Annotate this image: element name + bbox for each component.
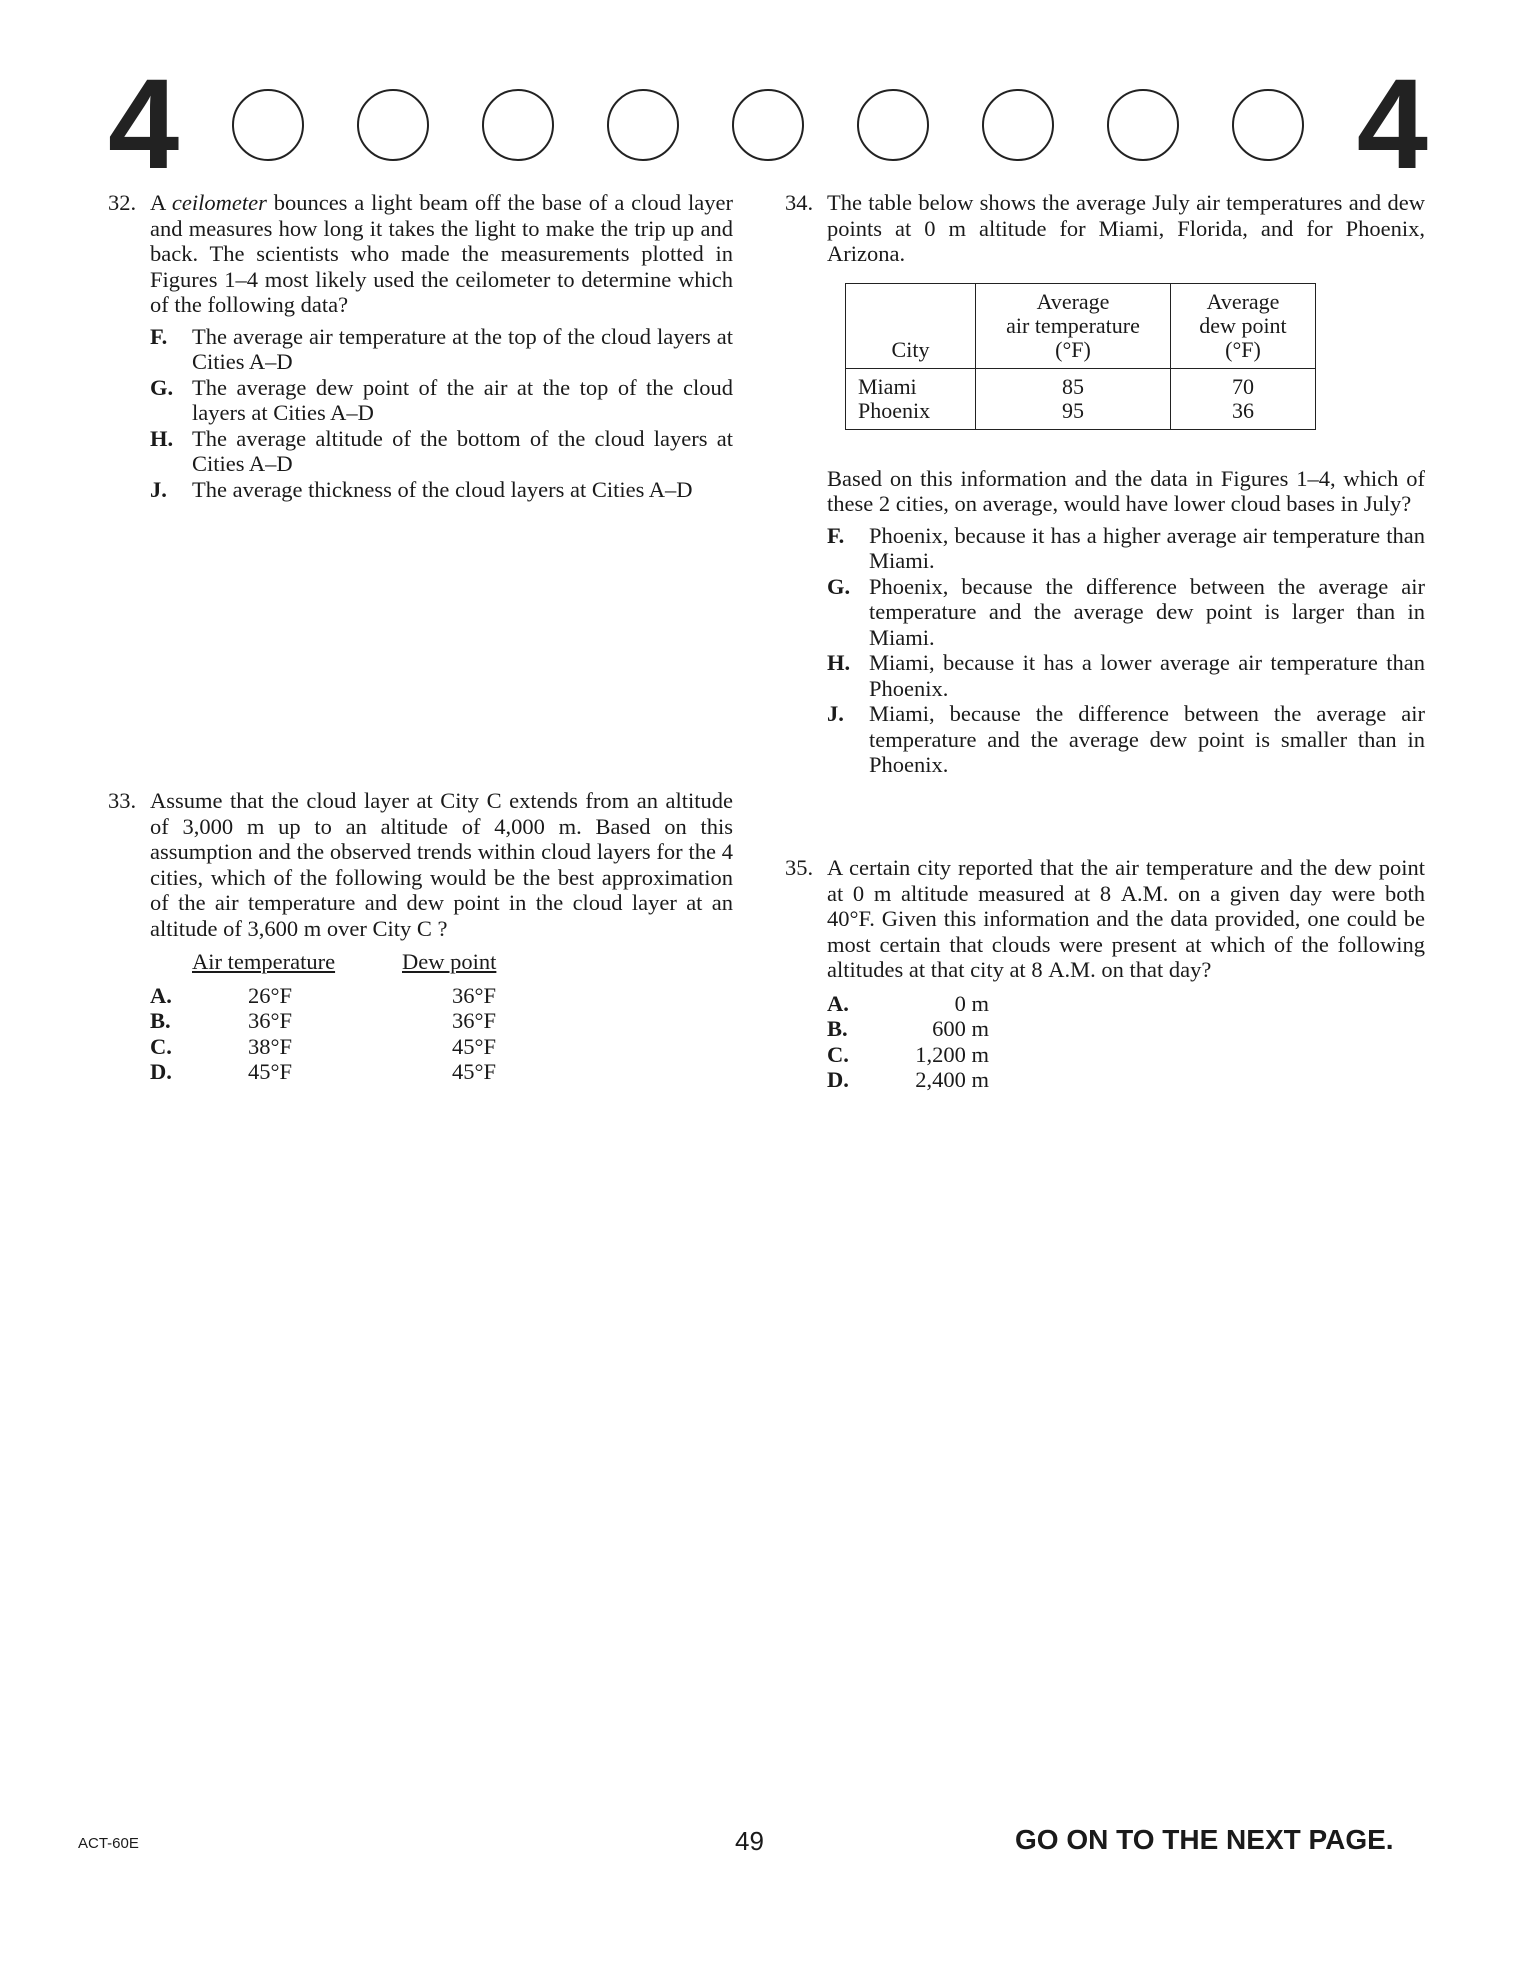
section-number-left: 4	[108, 53, 180, 196]
answer-option[interactable]: A. 0 m	[827, 990, 989, 1016]
decorative-circle	[982, 89, 1054, 161]
decorative-circle	[607, 89, 679, 161]
question-number: 32.	[108, 190, 137, 215]
answer-option[interactable]: G. The average dew point of the air at the top of the cloud layers at Cities A–D	[150, 374, 733, 425]
decorative-circle	[357, 89, 429, 161]
table-header-city: City	[846, 283, 976, 368]
question-33	[108, 788, 733, 1085]
answer-option[interactable]: F. Phoenix, because it has a higher average air temperature than Miami.	[827, 522, 1425, 573]
decorative-circle	[1232, 89, 1304, 161]
answer-option[interactable]: A. 26°F 36°F	[150, 982, 497, 1008]
answer-option[interactable]: J. Miami, because the difference between the average air temperature and the average dew point is smaller than in Phoenix.	[827, 701, 1425, 777]
decorative-circle	[1107, 89, 1179, 161]
answer-options	[827, 991, 1425, 1093]
question-number: 35.	[785, 855, 814, 880]
answer-options	[827, 523, 1425, 778]
column-header-dew: Dew point	[402, 949, 497, 974]
answer-options	[150, 324, 733, 503]
page-number: 49	[735, 1826, 764, 1856]
question-32	[108, 190, 733, 502]
section-header	[108, 53, 1428, 196]
question-text: The table below shows the average July air temperatures and dew points at 0 m altitude for Miami, Florida, and for Phoenix, Arizona.	[827, 190, 1425, 266]
answer-option[interactable]: J. The average thickness of the cloud layers at Cities A–D	[150, 476, 693, 502]
question-number: 33.	[108, 788, 137, 813]
answer-option[interactable]: D. 2,400 m	[827, 1067, 989, 1092]
table-header-air: Average air temperature (°F)	[976, 283, 1171, 368]
answer-options	[150, 983, 733, 1085]
answer-option[interactable]: B. 600 m	[827, 1016, 989, 1041]
question-text: Assume that the cloud layer at City C extends from an altitude of 3,000 m up to an altitude of 4,000 m. Based on this assumption and the observed trends within cloud layers for the 4 cities, which of the following would be the best approximation of the air temperature and dew point in the cloud layer at an altitude of 3,600 m over City C ?	[150, 788, 733, 941]
section-number-right: 4	[1356, 53, 1428, 196]
question-35	[785, 855, 1425, 1093]
data-table	[845, 283, 1316, 430]
question-text: A ceilometer bounces a light beam off the base of a cloud layer and measures how long it takes the light to make the trip up and back. The scientists who made the measurements plotted in Figures 1–4 most likely used the ceilometer to determine which of the following data?	[150, 190, 733, 317]
column-header-air: Air temperature	[192, 949, 336, 974]
answer-option[interactable]: C. 38°F 45°F	[150, 1033, 497, 1059]
question-text: A certain city reported that the air temperature and the dew point at 0 m altitude measured at 8 A.M. on a given day were both 40°F. Given this information and the data provided, one could be most certain that clouds were present at which of the following altitudes at that city at 8 A.M. on that day?	[827, 855, 1425, 982]
answer-option[interactable]: H. The average altitude of the bottom of the cloud layers at Cities A–D	[150, 425, 733, 476]
question-34	[785, 190, 1425, 778]
answer-column-headers	[150, 949, 733, 975]
next-page-notice: GO ON TO THE NEXT PAGE.	[1015, 1824, 1394, 1855]
answer-option[interactable]: B. 36°F 36°F	[150, 1008, 497, 1033]
answer-option[interactable]: F. The average air temperature at the top of the cloud layers at Cities A–D	[150, 323, 733, 374]
decorative-circle	[482, 89, 554, 161]
answer-option[interactable]: D. 45°F 45°F	[150, 1059, 497, 1084]
form-code: ACT-60E	[78, 1835, 139, 1852]
table-header-dew: Average dew point (°F)	[1171, 283, 1316, 368]
decorative-circle	[857, 89, 929, 161]
table-row: Miami Phoenix 85 95 70 36	[846, 368, 1316, 429]
answer-option[interactable]: H. Miami, because it has a lower average air temperature than Phoenix.	[827, 650, 1425, 701]
answer-option[interactable]: C. 1,200 m	[827, 1041, 989, 1067]
decorative-circle	[232, 89, 304, 161]
question-text-continued: Based on this information and the data in Figures 1–4, which of these 2 cities, on average, would have lower cloud bases in July?	[827, 465, 1425, 516]
decorative-circle	[732, 89, 804, 161]
answer-option[interactable]: G. Phoenix, because the difference between the average air temperature and the average dew point is larger than in Miami.	[827, 573, 1425, 650]
question-number: 34.	[785, 190, 814, 215]
